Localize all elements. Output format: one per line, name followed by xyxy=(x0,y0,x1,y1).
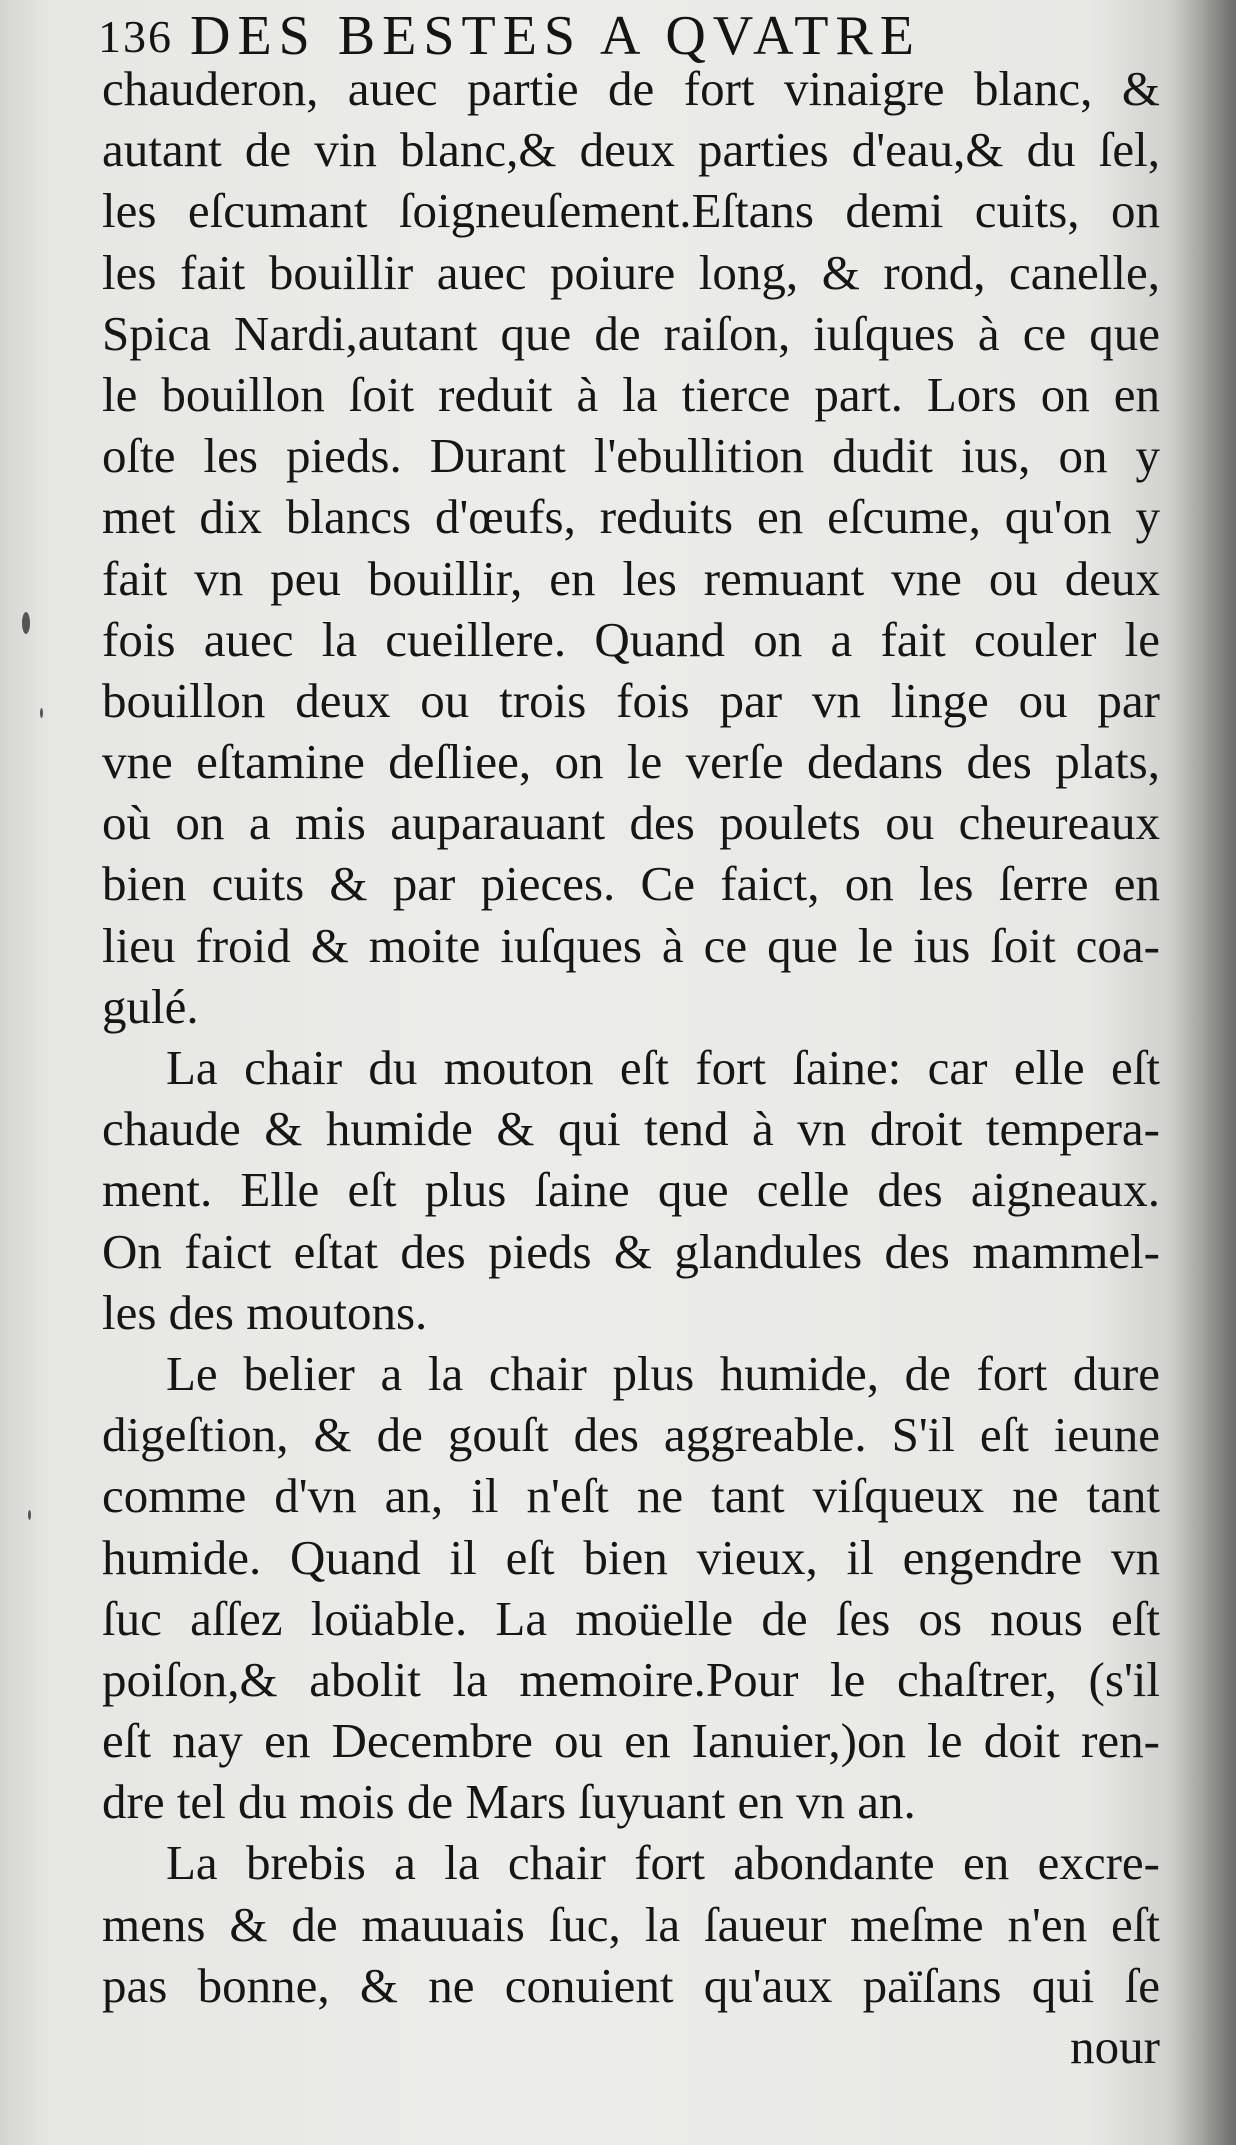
text-line: met dix blancs d'œufs, reduits en eſcume, qu'on y xyxy=(102,489,1160,545)
text-line: vne eſtamine deſliee, on le verſe dedans des plats, xyxy=(102,734,1160,790)
body-text xyxy=(102,58,1160,2077)
text-line: ſuc aſſez loüable. La moüelle de ſes os nous eſt xyxy=(102,1590,1160,1646)
text-line: On faict eſtat des pieds & glandules des mammel- xyxy=(102,1223,1160,1279)
text-line: lieu froid & moite iuſques à ce que le ius ſoit coa- xyxy=(102,917,1160,973)
text-line: humide. Quand il eſt bien vieux, il engendre vn xyxy=(102,1529,1160,1585)
page-header xyxy=(98,4,1138,67)
catchword: nour xyxy=(1070,2019,1160,2074)
text-line: chaude & humide & qui tend à vn droit tempera- xyxy=(102,1101,1160,1157)
text-line: Spica Nardi,autant que de raiſon, iuſques à ce que xyxy=(102,305,1160,361)
text-line: fait vn peu bouillir, en les remuant vne ou deux xyxy=(102,550,1160,606)
text-line: fois auec la cueillere. Quand on a fait couler le xyxy=(102,611,1160,667)
text-line: mens & de mauuais ſuc, la ſaueur meſme n'en eſt xyxy=(102,1896,1160,1952)
text-line: oſte les pieds. Durant l'ebullition dudit ius, on y xyxy=(102,428,1160,484)
text-line: La brebis a la chair fort abondante en excre- xyxy=(166,1835,1160,1891)
gutter-shadow xyxy=(1166,0,1236,2145)
page-number: 136 xyxy=(98,11,173,62)
text-line: La chair du mouton eſt fort ſaine: car elle eſt xyxy=(166,1040,1160,1095)
text-line: Le belier a la chair plus humide, de fort dure xyxy=(166,1345,1160,1401)
margin-mark xyxy=(22,612,30,634)
text-line: digeſtion, & de gouſt des aggreable. S'il eſt ieune xyxy=(102,1407,1160,1463)
text-line: poiſon,& abolit la memoire.Pour le chaſtrer, (s'il xyxy=(102,1651,1160,1707)
margin-mark xyxy=(28,1510,31,1520)
text-line: dre tel du mois de Mars ſuyuant en vn an. xyxy=(102,1774,916,1830)
text-line: comme d'vn an, il n'eſt ne tant viſqueux ne tant xyxy=(102,1468,1160,1524)
text-line: les fait bouillir auec poiure long, & rond, canelle, xyxy=(102,244,1160,300)
text-line: bouillon deux ou trois fois par vn linge ou par xyxy=(102,672,1160,728)
text-line: gulé. xyxy=(102,978,199,1034)
text-line: le bouillon ſoit reduit à la tierce part. Lors on en xyxy=(102,366,1160,422)
running-head: DES BESTES A QVATRE xyxy=(190,5,921,67)
text-line: les des moutons. xyxy=(102,1284,428,1340)
text-line: ment. Elle eſt plus ſaine que celle des aigneaux. xyxy=(102,1162,1160,1218)
text-line: pas bonne, & ne conuient qu'aux païſans qui ſe xyxy=(102,1957,1160,2013)
text-line: autant de vin blanc,& deux parties d'eau,& du ſel, xyxy=(102,122,1160,178)
text-line: bien cuits & par pieces. Ce faict, on les ſerre en xyxy=(102,856,1160,912)
text-line: les eſcumant ſoigneuſement.Eſtans demi cuits, on xyxy=(102,183,1160,239)
margin-mark xyxy=(40,708,43,718)
text-line: chauderon, auec partie de fort vinaigre blanc, & xyxy=(102,61,1160,116)
text-line: eſt nay en Decembre ou en Ianuier,)on le doit ren- xyxy=(102,1713,1160,1769)
text-line: où on a mis auparauant des poulets ou cheureaux xyxy=(102,795,1160,851)
